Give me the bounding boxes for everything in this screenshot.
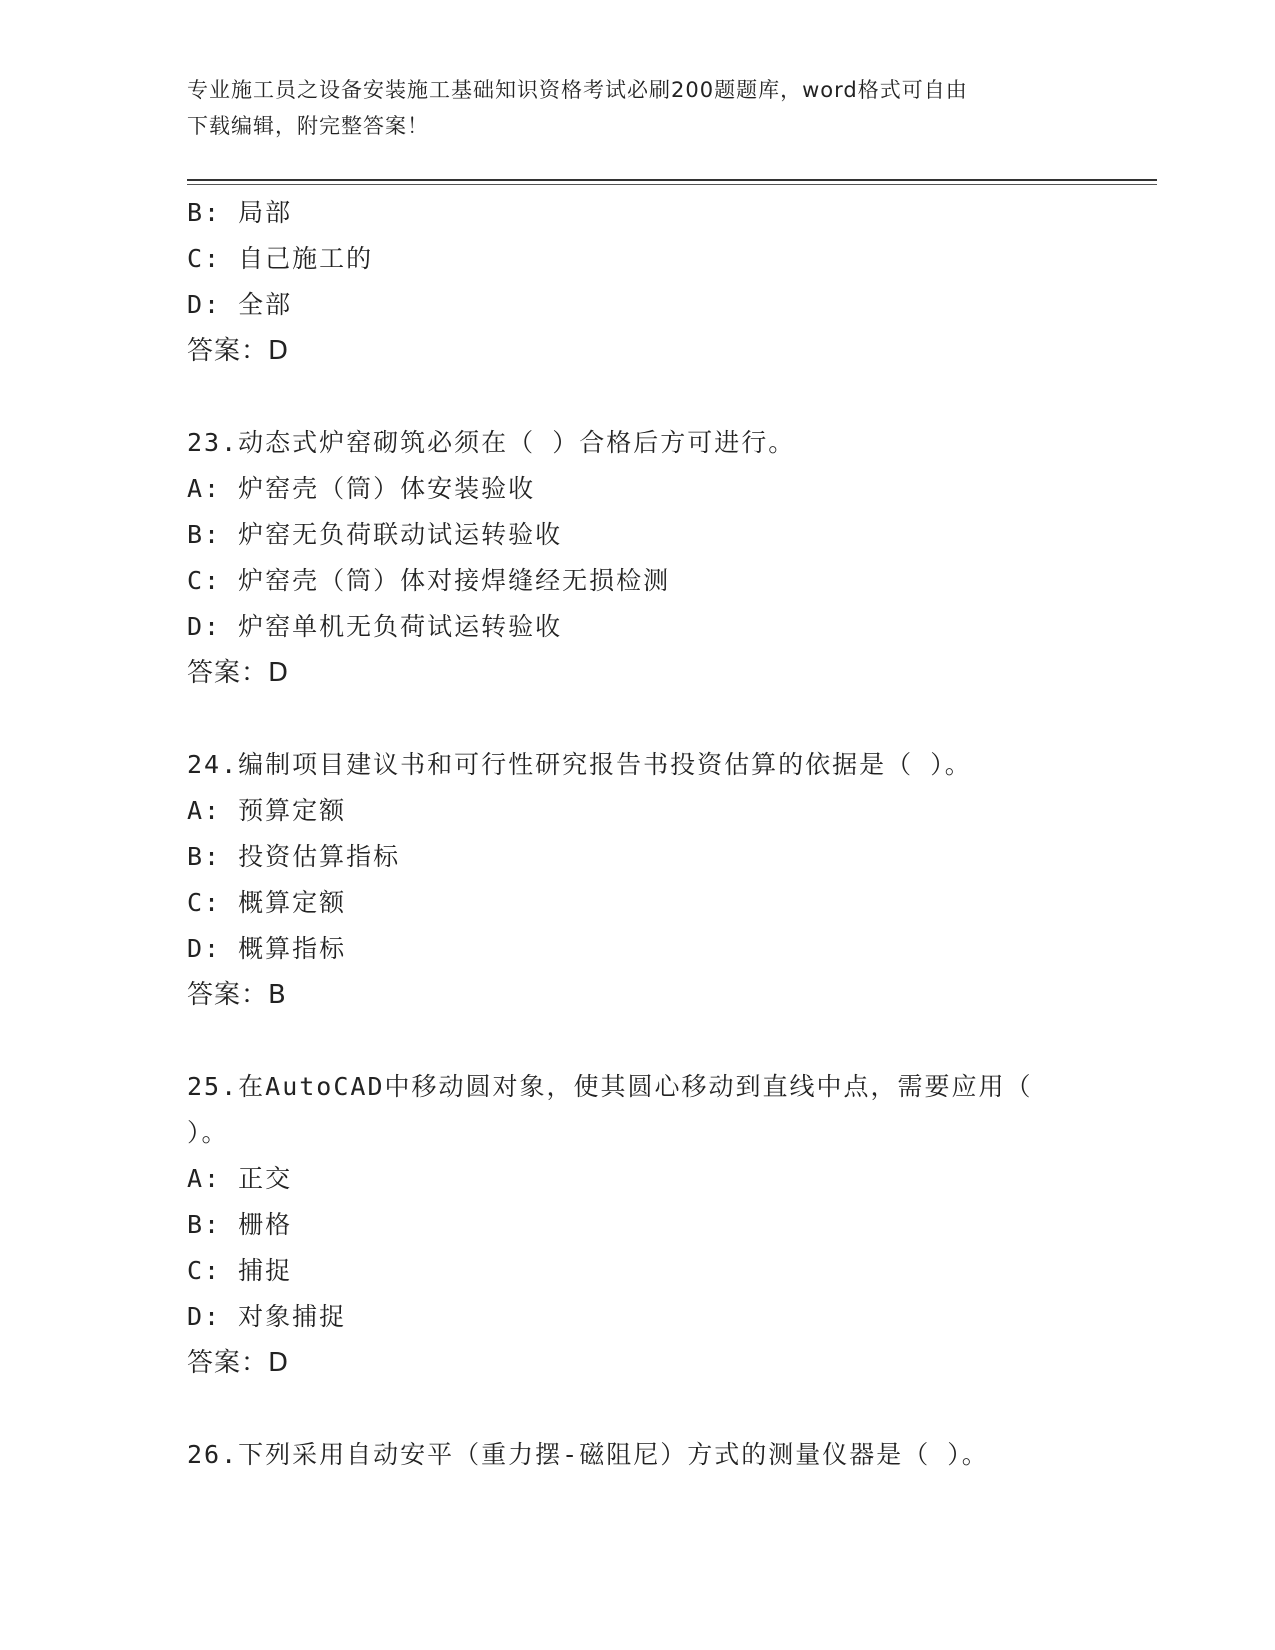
- question-stem: 23.动态式炉窑砌筑必须在（ ）合格后方可进行。: [187, 428, 796, 457]
- option-d: D: 全部: [187, 290, 293, 319]
- option-a: A: 正交: [187, 1164, 293, 1193]
- question-23: [187, 420, 1087, 696]
- option-d: D: 炉窑单机无负荷试运转验收: [187, 612, 563, 641]
- question-26: [187, 1432, 1087, 1478]
- question-stem: 26.下列采用自动安平（重力摆-磁阻尼）方式的测量仪器是（ ）。: [187, 1440, 989, 1469]
- question-25: [187, 1064, 1087, 1386]
- option-c: C: 自己施工的: [187, 244, 374, 273]
- option-b: B: 炉窑无负荷联动试运转验收: [187, 520, 563, 549]
- document-header: [187, 72, 1067, 144]
- option-c: C: 捕捉: [187, 1256, 293, 1285]
- header-title-line1: 专业施工员之设备安装施工基础知识资格考试必刷200题题库，word格式可自由: [187, 78, 968, 102]
- answer: 答案：B: [187, 980, 287, 1010]
- option-d: D: 概算指标: [187, 934, 347, 963]
- option-a: A: 炉窑壳（筒）体安装验收: [187, 474, 536, 503]
- option-c: C: 概算定额: [187, 888, 347, 917]
- header-title-line2: 下载编辑，附完整答案！: [187, 114, 429, 138]
- answer: 答案：D: [187, 336, 290, 366]
- question-list: [187, 190, 1087, 1478]
- answer: 答案：D: [187, 658, 290, 688]
- question-stem-line2: ）。: [187, 1118, 229, 1147]
- header-divider-thick: [187, 179, 1157, 181]
- header-divider-thin: [187, 184, 1157, 185]
- question-stem: 24.编制项目建议书和可行性研究报告书投资估算的依据是（ ）。: [187, 750, 972, 779]
- option-b: B: 栅格: [187, 1210, 293, 1239]
- question-fragment: [187, 190, 1087, 374]
- question-stem-line1: 25.在AutoCAD中移动圆对象，使其圆心移动到直线中点，需要应用（: [187, 1072, 1033, 1101]
- option-c: C: 炉窑壳（筒）体对接焊缝经无损检测: [187, 566, 671, 595]
- option-b: B: 投资估算指标: [187, 842, 401, 871]
- option-b: B: 局部: [187, 198, 293, 227]
- option-a: A: 预算定额: [187, 796, 347, 825]
- option-d: D: 对象捕捉: [187, 1302, 347, 1331]
- answer: 答案：D: [187, 1348, 290, 1378]
- question-24: [187, 742, 1087, 1018]
